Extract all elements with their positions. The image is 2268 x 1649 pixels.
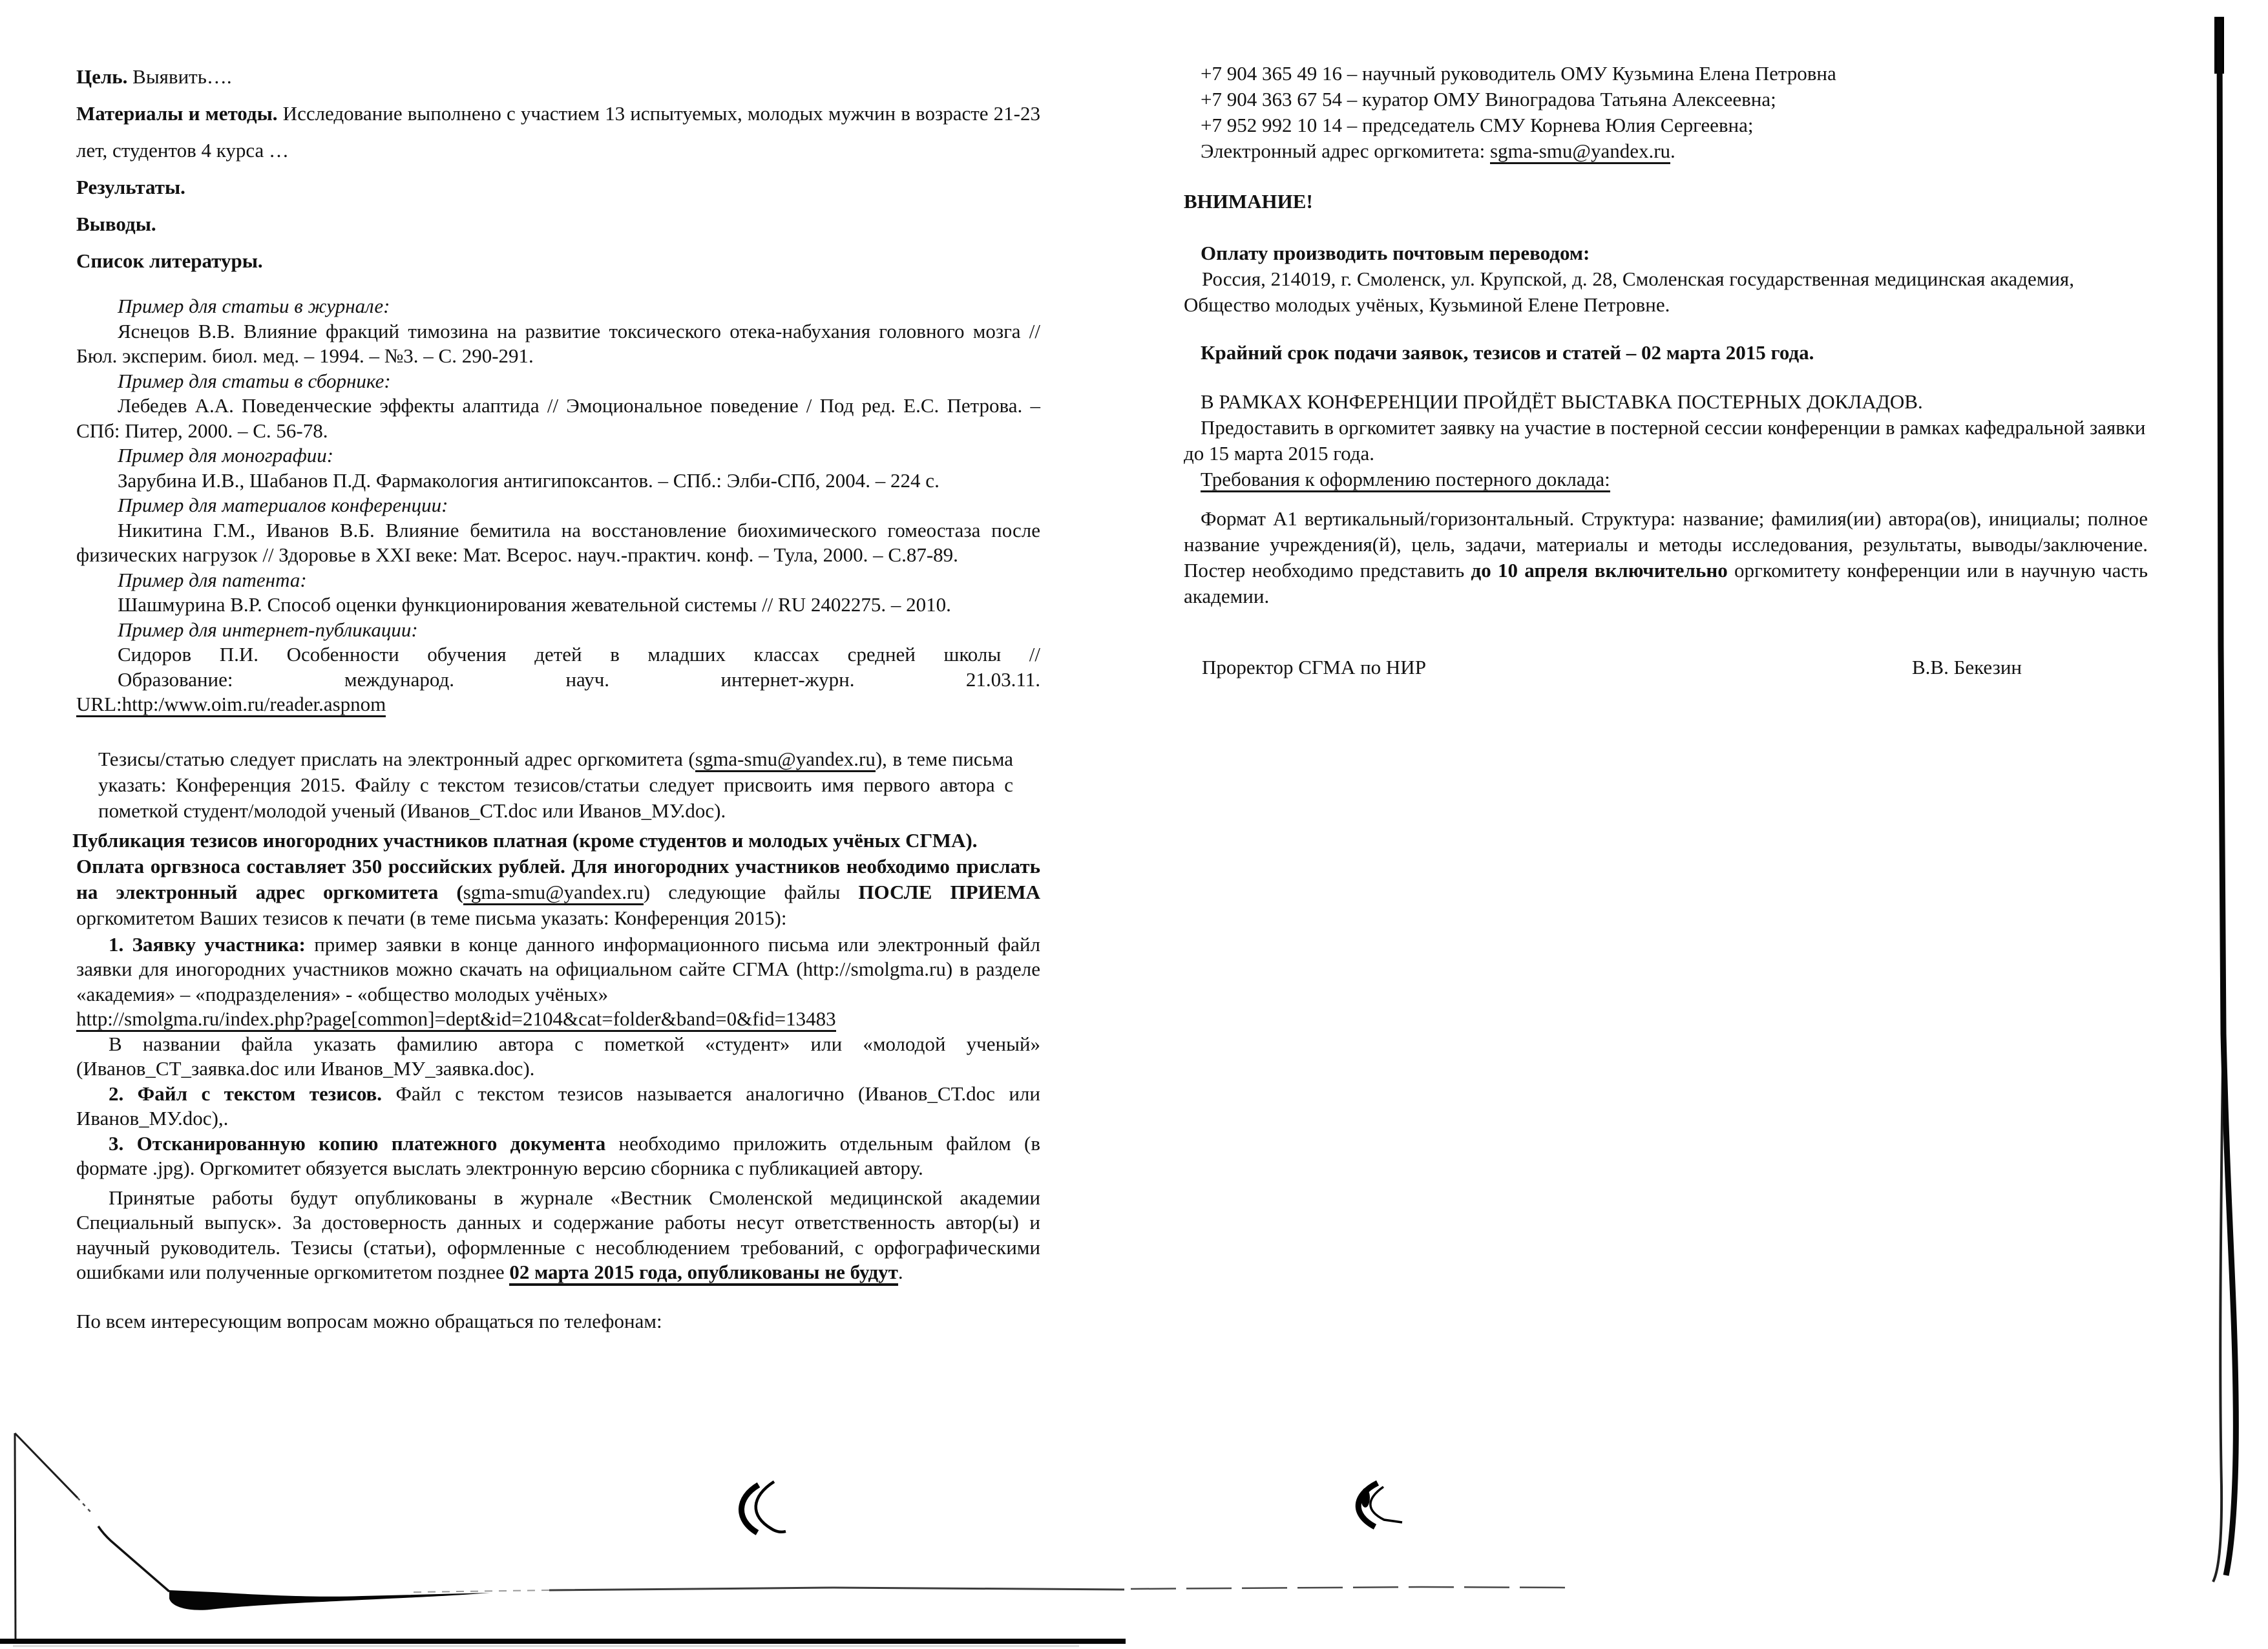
example-caption-collection: Пример для статьи в сборнике: xyxy=(118,369,391,392)
results-label: Результаты. xyxy=(76,176,185,198)
scan-artifact-crescent-mark-right-inner xyxy=(1370,1487,1402,1522)
scan-artifact-diagonal-lower xyxy=(98,1526,169,1591)
oim-url-link: URL:http:/www.oim.ru/reader.aspnom xyxy=(76,693,386,717)
scan-artifact-crescent-mark-right-blot xyxy=(1361,1488,1370,1507)
fee-text-before-email: Оплата оргвзноса составляет 350 российских рублей. Для иногородних участников необходимо прислать на электронный адрес оргкомитета ( xyxy=(76,854,1040,903)
references-heading xyxy=(76,242,1040,279)
required-files-list xyxy=(76,932,1040,1285)
scan-artifact-ink-blob xyxy=(169,1590,490,1610)
signature-row xyxy=(1184,655,2148,680)
email-tail: . xyxy=(1670,140,1675,162)
submission-instructions xyxy=(98,746,1013,824)
reference-internet xyxy=(76,642,1040,692)
payment-method-heading: Оплату производить почтовым переводом: xyxy=(1201,242,1590,264)
abstract-structure-section xyxy=(76,58,1040,279)
orgcommittee-email-link: sgma-smu@yandex.ru xyxy=(695,748,876,772)
reference-journal: Яснецов В.В. Влияние фракций тимозина на развитие токсического отека-набухания головного мозга // Бюл. эксперим. биол. мед. – 1994. – №3. – С. 290-291. xyxy=(76,319,1040,367)
fee-text-tail: оргкомитетом Ваших тезисов к печати (в теме письма указать: Конференция 2015): xyxy=(76,906,787,929)
signer-position: Проректор СГМА по НИР xyxy=(1202,656,1426,678)
contact-phone-line: +7 904 365 49 16 – научный руководитель ОМУ Кузьмина Елена Петровна xyxy=(1201,62,1836,85)
item1-label: 1. Заявку участника: xyxy=(109,932,315,956)
results-line xyxy=(76,169,1040,205)
reference-monograph: Зарубина И.В., Шабанов П.Д. Фармакология антигипоксантов. – СПб.: Элби-СПб, 2004. – 224 с. xyxy=(118,468,940,492)
conclusions-label: Выводы. xyxy=(76,213,156,235)
references-label: Список литературы. xyxy=(76,249,263,272)
list-item-theses-file xyxy=(76,1082,1040,1131)
payment-fee-paragraph xyxy=(76,854,1040,931)
poster-requirements-title: Требования к оформлению постерного доклада: xyxy=(1184,467,2148,492)
goal-line xyxy=(76,58,1040,95)
scan-artifact-left-vertical-line xyxy=(15,1433,16,1639)
scan-artifact-horizontal-streak-faint xyxy=(414,1590,549,1592)
goal-label: Цель. xyxy=(76,65,128,88)
reference-internet-url-line xyxy=(76,692,1040,717)
scan-artifact-bottom-border-fuzz xyxy=(13,1645,1079,1647)
item3-label: 3. Отсканированную копию платежного документа xyxy=(109,1131,619,1155)
note-before-deadline: Принятые работы будут опубликованы в журнале «Вестник Смоленской медицинской академии Специальный выпуск». За достоверность данных и содержание работы несут ответственность автор(ы) и научный руководитель. Тезисы (статьи), оформленные с несоблюдением требований, с орфографическими ошибками или полученные оргкомитетом позднее xyxy=(76,1186,1040,1283)
phone-contacts-note: По всем интересующим вопросам можно обращаться по телефонам: xyxy=(76,1309,662,1332)
contact-phone-line: +7 952 992 10 14 – председатель СМУ Корнева Юлия Сергеевна; xyxy=(1201,114,1754,136)
format-text-before: Формат А1 вертикальный/горизонтальный. Структура: название; фамилия(ии) автора(ов), инициалы; полное название учреждения(й), цель, задачи, материалы и методы исследования, результаты, выводы/заключение. Постер необходимо представить xyxy=(1184,507,2148,582)
orgcommittee-email-line xyxy=(1201,138,2148,164)
scan-artifact-horizontal-streak xyxy=(549,1588,1124,1590)
example-caption-monograph: Пример для монографии: xyxy=(118,444,334,467)
orgcommittee-email-link: sgma-smu@yandex.ru xyxy=(1490,140,1670,164)
payment-terms-section xyxy=(72,828,1040,931)
reference-collection: Лебедев А.А. Поведенческие эффекты алаптида // Эмоциональное поведение / Под ред. Е.С. Петрова. – СПб: Питер, 2000. – С. 56-78. xyxy=(76,394,1040,442)
smolgma-link-line xyxy=(76,1007,1040,1032)
reference-patent: Шашмурина В.Р. Способ оценки функционирования жевательной системы // RU 2402275. – 2010. xyxy=(118,593,951,616)
list-item-payment-scan xyxy=(76,1131,1040,1181)
list-item-application-form xyxy=(76,932,1040,1007)
example-caption-patent: Пример для патента: xyxy=(118,568,307,591)
scan-artifact-diagonal-upper xyxy=(15,1433,78,1498)
example-caption-journal: Пример для статьи в журнале: xyxy=(118,295,390,317)
scan-artifact-horizontal-streak-right xyxy=(1131,1587,1571,1589)
left-column xyxy=(72,58,1041,1334)
fee-text-after-email: ) следующие файлы xyxy=(643,880,859,903)
reference-proceedings: Никитина Г.М., Иванов В.Б. Влияние бемитила на восстановление биохимического гомеостаза после физических нагрузок // Здоровье в XXI веке: Мат. Всерос. науч.-практич. конф. – Тула, 2000. – С.87-89. xyxy=(76,518,1040,566)
postal-address: Россия, 214019, г. Смоленск, ул. Крупской, д. 28, Смоленская государственная медицинская академия, Общество молодых учёных, Кузьминой Елене Петровне. xyxy=(1184,268,2074,316)
publication-deadline-note xyxy=(76,1186,1040,1285)
item3-text: необходимо приложить отдельным файлом (в формате .jpg). Оргкомитет обязуется выслать электронную версию сборника с публикацией автору. xyxy=(76,1131,1041,1179)
email-label: Электронный адрес оргкомитета: xyxy=(1201,140,1490,162)
poster-exhibition-headline: В РАМКАХ КОНФЕРЕНЦИИ ПРОЙДЁТ ВЫСТАВКА ПОСТЕРНЫХ ДОКЛАДОВ. xyxy=(1201,390,1923,413)
example-caption-internet: Пример для интернет-публикации: xyxy=(118,618,418,641)
signer-name: В.В. Бекезин xyxy=(1911,656,2022,678)
scan-artifact-right-border-strand xyxy=(2213,1066,2223,1582)
orgcommittee-email-link: sgma-smu@yandex.ru xyxy=(463,881,644,905)
scan-artifact-diagonal-upper-fade xyxy=(78,1498,93,1515)
file-naming-note: В названии файла указать фамилию автора с пометкой «студент» или «молодой ученый» (Иванов_СТ_заявка.doc или Иванов_МУ_заявка.doc). xyxy=(76,1032,1040,1080)
item1-text: пример заявки в конце данного информационного письма или электронный файл заявки для иногородних участников можно скачать на официальном сайте СГМА (http://smolgma.ru) в разделе «академия» – «подразделения» - «общество молодых учёных» xyxy=(76,932,1040,1005)
right-column xyxy=(1184,61,2148,680)
scan-artifact-bottom-border xyxy=(0,1639,1126,1644)
poster-format-paragraph xyxy=(1184,506,2148,609)
submission-deadline: Крайний срок подачи заявок, тезисов и статей – 02 марта 2015 года. xyxy=(1201,341,1814,364)
submission-text-before-email: Тезисы/статью следует прислать на электронный адрес оргкомитета ( xyxy=(98,747,695,770)
note-after-deadline: . xyxy=(898,1261,903,1283)
format-deadline-emphasis: до 10 апреля включительно xyxy=(1471,559,1728,582)
format-text-after: оргкомитету конференции или в научную часть академии. xyxy=(1184,559,2148,607)
methods-line xyxy=(76,95,1040,169)
scan-artifact-right-border-cap xyxy=(2214,17,2224,74)
submission-text-after-email: ), в теме письма указать: Конференция 2015. Файлу с текстом тезисов/статьи следует присвоить имя первого автора с пометкой студент/молодой ученый (Иванов_СТ.doc или Иванов_МУ.doc). xyxy=(98,747,1013,822)
methods-text: Исследование выполнено с участием 13 испытуемых, молодых мужчин в возрасте 21-23 лет, студентов 4 курса … xyxy=(76,102,1040,162)
paid-publication-headline: Публикация тезисов иногородних участников платная (кроме студентов и молодых учёных СГМА). xyxy=(72,828,978,852)
attention-heading: ВНИМАНИЕ! xyxy=(1184,190,1313,213)
item2-text: Файл с текстом тезисов называется аналогично (Иванов_СТ.doc или Иванов_МУ.doc),. xyxy=(76,1082,1040,1129)
contact-phone-line: +7 904 363 67 54 – куратор ОМУ Виноградова Татьяна Алексеевна; xyxy=(1201,88,1776,110)
conclusions-line xyxy=(76,205,1040,242)
after-acceptance-label: ПОСЛЕ ПРИЕМА xyxy=(858,880,1040,903)
scan-artifact-right-border xyxy=(2220,19,2236,1575)
item2-label: 2. Файл с текстом тезисов. xyxy=(109,1082,396,1105)
reference-examples-section xyxy=(76,294,1040,717)
poster-application-text: Предоставить в оргкомитет заявку на участие в постерной сессии конференции в рамках кафедральной заявки до 15 марта 2015 года. xyxy=(1184,416,2146,465)
scan-artifact-crescent-mark-left-inner xyxy=(756,1482,786,1532)
methods-label: Материалы и методы. xyxy=(76,102,278,125)
scan-artifact-crescent-mark-left-outer xyxy=(741,1485,759,1533)
reference-internet-line1: Сидоров П.И. Особенности обучения детей в младших классах средней школы // xyxy=(118,643,1040,666)
goal-text: Выявить…. xyxy=(127,65,232,88)
smolgma-url-link: http://smolgma.ru/index.php?page[common]=dept&id=2104&cat=folder&band=0&fid=13483 xyxy=(76,1007,836,1032)
contact-phones-section xyxy=(1184,61,2148,164)
scan-artifact-crescent-mark-right-outer xyxy=(1358,1483,1378,1527)
deadline-emphasis: 02 марта 2015 года, опубликованы не будут xyxy=(509,1261,898,1286)
example-caption-proceedings: Пример для материалов конференции: xyxy=(118,494,448,516)
reference-internet-line2: Образование: международ. науч. интернет-журн. 21.03.11. xyxy=(118,667,1040,691)
